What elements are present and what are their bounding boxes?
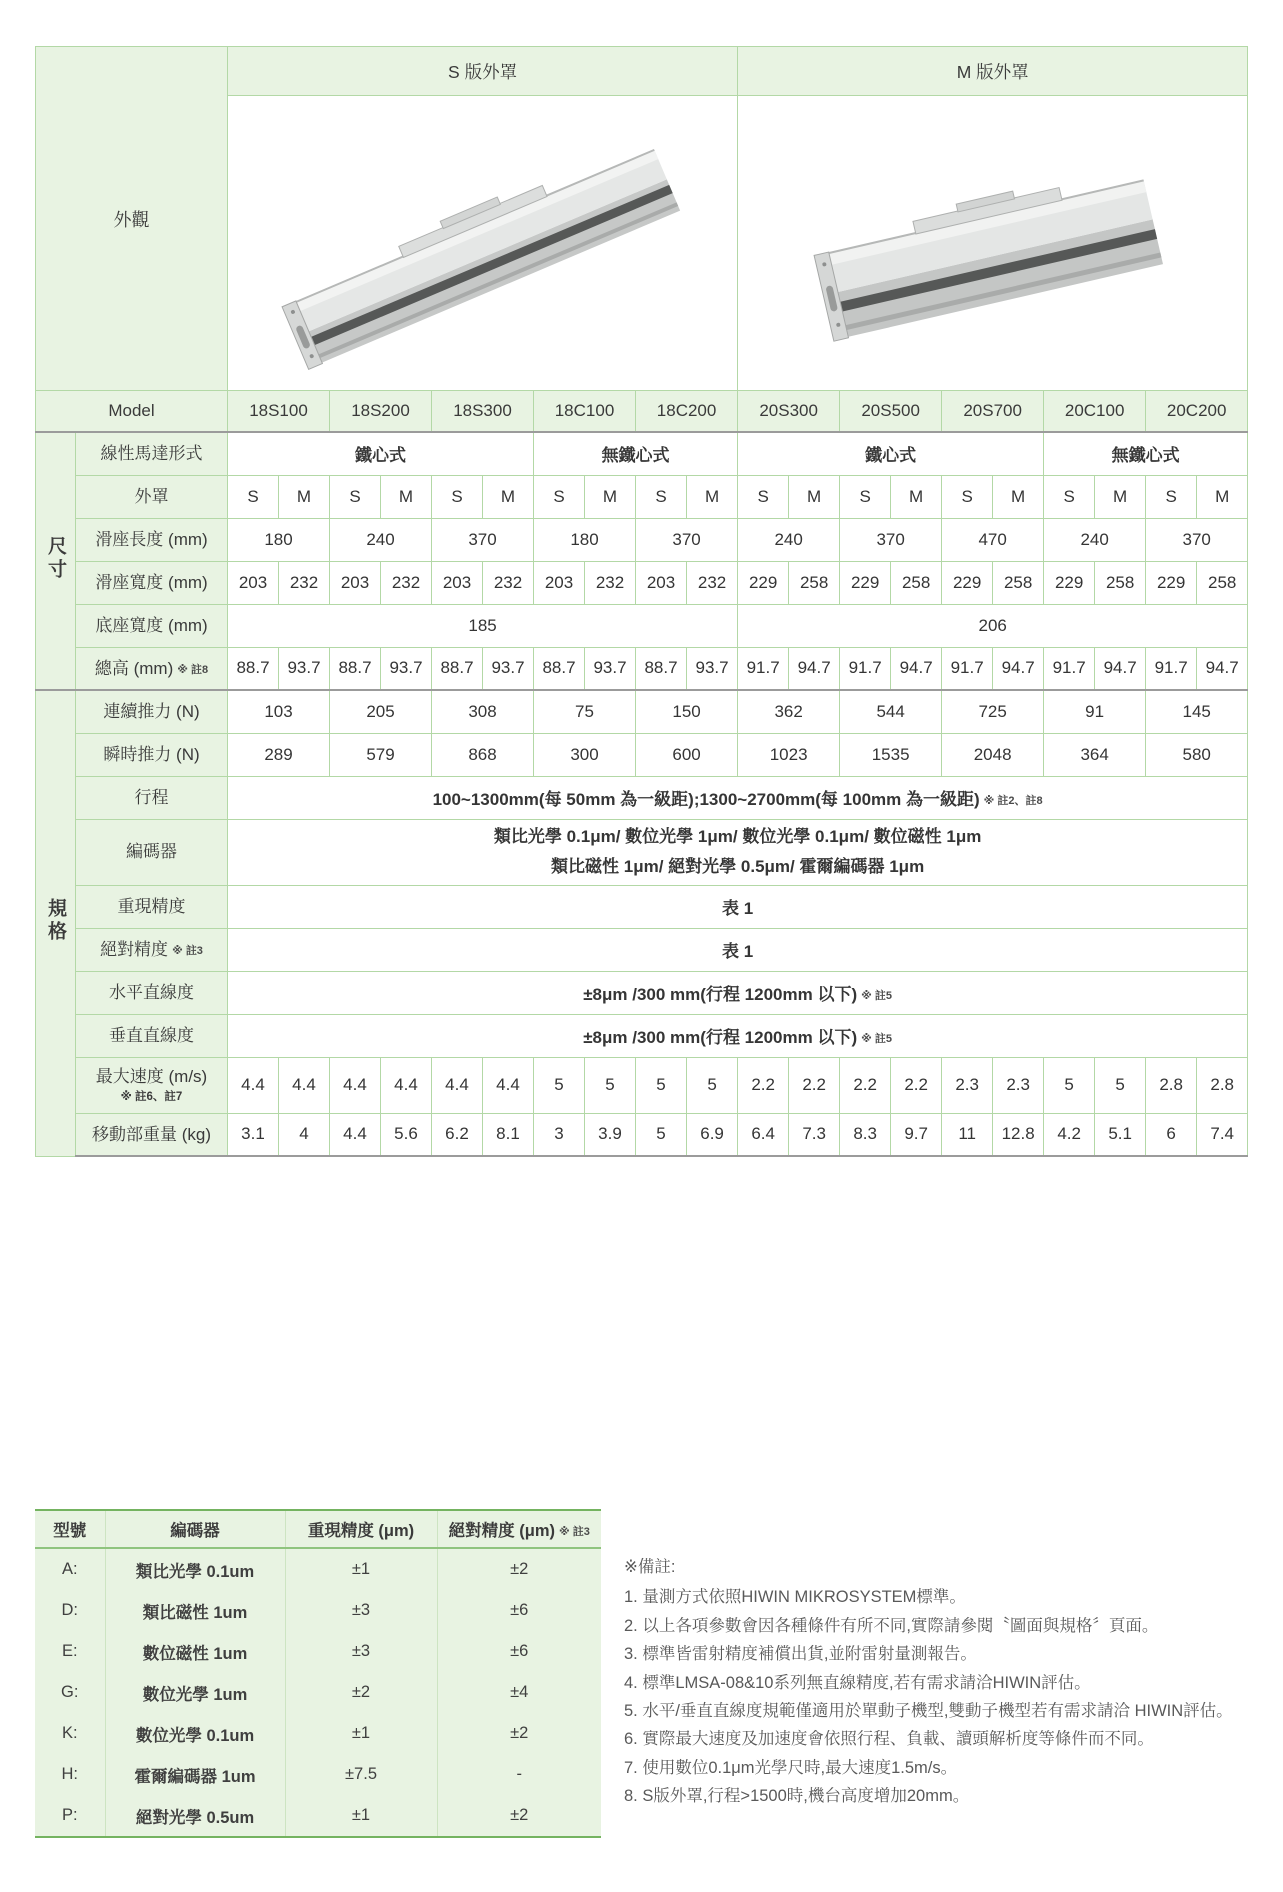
spec-cell: S xyxy=(330,475,381,518)
spec-row xyxy=(36,1014,1248,1057)
spec-cell-note: ※ 註2、註8 xyxy=(983,795,1043,807)
repeatability-value: ±1 xyxy=(285,1795,437,1837)
spec-cell: 4 xyxy=(279,1113,330,1156)
spec-cell: 232 xyxy=(483,561,534,604)
model-name: 18S300 xyxy=(432,391,534,433)
spec-cell: S xyxy=(738,475,789,518)
spec-cell: 表 1 xyxy=(228,928,1248,971)
spec-cell: 6.9 xyxy=(687,1113,738,1156)
spec-cell: 75 xyxy=(534,690,636,733)
encoder-header-note: ※ 註3 xyxy=(558,1526,590,1538)
absolute-accuracy-value: - xyxy=(437,1754,601,1795)
spec-cell: 5.1 xyxy=(1095,1113,1146,1156)
spec-cell: 5 xyxy=(534,1057,585,1113)
bottom-section xyxy=(35,1509,1248,1838)
spec-cell: 2.2 xyxy=(738,1057,789,1113)
spec-cell: S xyxy=(636,475,687,518)
row-label: 總高 (mm) ※ 註8 xyxy=(76,647,228,690)
spec-cell: 鐵心式 xyxy=(228,432,534,475)
spec-cell: 370 xyxy=(840,518,942,561)
spec-cell: 4.2 xyxy=(1044,1113,1095,1156)
spec-cell: 203 xyxy=(330,561,381,604)
spec-cell: S xyxy=(228,475,279,518)
spec-cell: 91.7 xyxy=(1146,647,1197,690)
spec-row xyxy=(36,928,1248,971)
spec-cell: 203 xyxy=(636,561,687,604)
encoder-table-row xyxy=(35,1754,601,1795)
spec-cell: 88.7 xyxy=(636,647,687,690)
spec-cell: 11 xyxy=(942,1113,993,1156)
note-item: 3. 標準皆雷射精度補償出貨,並附雷射量測報告。 xyxy=(624,1645,977,1664)
absolute-accuracy-value: ±2 xyxy=(437,1795,601,1837)
encoder-accuracy-table xyxy=(35,1509,601,1838)
spec-cell: 88.7 xyxy=(330,647,381,690)
note-item: 5. 水平/垂直直線度規範僅適用於單動子機型,雙動子機型若有需求請洽 HIWIN評估。 xyxy=(624,1701,1233,1720)
spec-cell: 91.7 xyxy=(840,647,891,690)
spec-row xyxy=(36,819,1248,885)
spec-cell: 203 xyxy=(534,561,585,604)
spec-cell: 12.8 xyxy=(993,1113,1044,1156)
note-item: 7. 使用數位0.1μm光學尺時,最大速度1.5m/s。 xyxy=(624,1758,958,1777)
model-name: 20S700 xyxy=(942,391,1044,433)
spec-cell: S xyxy=(1044,475,1095,518)
spec-cell: 8.3 xyxy=(840,1113,891,1156)
section-label xyxy=(36,690,76,1156)
row-label: 垂直直線度 xyxy=(76,1014,228,1057)
encoder-table-row xyxy=(35,1548,601,1590)
spec-row xyxy=(36,776,1248,819)
spec-cell: 93.7 xyxy=(687,647,738,690)
spec-cell: 9.7 xyxy=(891,1113,942,1156)
note-item: 6. 實際最大速度及加速度會依照行程、負載、讀頭解析度等條件而不同。 xyxy=(624,1730,1154,1749)
row-label: 滑座長度 (mm) xyxy=(76,518,228,561)
spec-cell: M xyxy=(789,475,840,518)
spec-cell: 93.7 xyxy=(381,647,432,690)
section-label xyxy=(36,432,76,690)
spec-cell: 4.4 xyxy=(432,1057,483,1113)
spec-cell: 94.7 xyxy=(891,647,942,690)
spec-cell: 5 xyxy=(636,1057,687,1113)
spec-cell: 240 xyxy=(330,518,432,561)
spec-cell: 258 xyxy=(993,561,1044,604)
spec-cell: 229 xyxy=(1146,561,1197,604)
spec-cell: 3.9 xyxy=(585,1113,636,1156)
spec-cell: 362 xyxy=(738,690,840,733)
note-item: 1. 量測方式依照HIWIN MIKROSYSTEM標準。 xyxy=(624,1588,966,1607)
note-item: 4. 標準LMSA-08&10系列無直線精度,若有需求請洽HIWIN評估。 xyxy=(624,1673,1091,1692)
row-label: 編碼器 xyxy=(76,819,228,885)
spec-cell: 580 xyxy=(1146,733,1248,776)
note-item: 2. 以上各項參數會因各種條件有所不同,實際請參閱〝圖面與規格〞頁面。 xyxy=(624,1616,1159,1635)
spec-cell: 91 xyxy=(1044,690,1146,733)
spec-row xyxy=(36,518,1248,561)
model-name: 20C100 xyxy=(1044,391,1146,433)
m-cover-product-image xyxy=(738,96,1248,391)
spec-cell: M xyxy=(687,475,738,518)
spec-cell: M xyxy=(1197,475,1248,518)
absolute-accuracy-value: ±6 xyxy=(437,1590,601,1631)
spec-cell: 258 xyxy=(1197,561,1248,604)
row-label: 連續推力 (N) xyxy=(76,690,228,733)
section-label-text: 尺寸 xyxy=(45,535,66,582)
spec-cell: 5.6 xyxy=(381,1113,432,1156)
spec-cell: 180 xyxy=(228,518,330,561)
spec-cell: M xyxy=(585,475,636,518)
spec-cell: 4.4 xyxy=(228,1057,279,1113)
spec-cell: 3.1 xyxy=(228,1113,279,1156)
notes-list xyxy=(624,1583,1248,1810)
spec-row xyxy=(36,1057,1248,1113)
spec-cell: 229 xyxy=(840,561,891,604)
spec-cell: 無鐵心式 xyxy=(1044,432,1248,475)
row-label: 底座寬度 (mm) xyxy=(76,604,228,647)
absolute-accuracy-value: ±6 xyxy=(437,1631,601,1672)
spec-cell: 5 xyxy=(1044,1057,1095,1113)
spec-row xyxy=(36,1113,1248,1156)
s-cover-header: S 版外罩 xyxy=(228,47,738,96)
repeatability-value: ±2 xyxy=(285,1672,437,1713)
row-label: 行程 xyxy=(76,776,228,819)
spec-cell: 94.7 xyxy=(789,647,840,690)
spec-cell: 7.3 xyxy=(789,1113,840,1156)
spec-cell: S xyxy=(534,475,585,518)
spec-cell: 229 xyxy=(738,561,789,604)
row-label: 水平直線度 xyxy=(76,971,228,1014)
spec-cell: 232 xyxy=(585,561,636,604)
spec-cell: 93.7 xyxy=(585,647,636,690)
model-name: 18C200 xyxy=(636,391,738,433)
spec-cell: 4.4 xyxy=(330,1057,381,1113)
model-name: 18S100 xyxy=(228,391,330,433)
spec-cell: 2.3 xyxy=(942,1057,993,1113)
spec-cell: 229 xyxy=(1044,561,1095,604)
spec-cell: 5 xyxy=(687,1057,738,1113)
encoder-type-code: E: xyxy=(35,1631,105,1672)
spec-cell: 6.2 xyxy=(432,1113,483,1156)
spec-cell: 2.2 xyxy=(789,1057,840,1113)
model-name: 20S300 xyxy=(738,391,840,433)
model-name: 20C200 xyxy=(1146,391,1248,433)
spec-cell: 8.1 xyxy=(483,1113,534,1156)
spec-cell: 185 xyxy=(228,604,738,647)
spec-row xyxy=(36,647,1248,690)
spec-cell: 2.8 xyxy=(1197,1057,1248,1113)
row-label-note: ※ 註6、註7 xyxy=(120,1090,183,1103)
cover-header-row xyxy=(36,47,1248,96)
spec-cell: 100~1300mm(每 50mm 為一級距);1300~2700mm(每 100mm 為一級距) ※ 註2、註8 xyxy=(228,776,1248,819)
absolute-accuracy-value: ±2 xyxy=(437,1548,601,1590)
spec-cell: 91.7 xyxy=(738,647,789,690)
spec-cell: 203 xyxy=(432,561,483,604)
spec-cell: 7.4 xyxy=(1197,1113,1248,1156)
spec-cell: 232 xyxy=(279,561,330,604)
model-name: 18S200 xyxy=(330,391,432,433)
spec-cell: S xyxy=(840,475,891,518)
spec-cell: 240 xyxy=(738,518,840,561)
spec-cell-note: ※ 註5 xyxy=(861,990,892,1002)
spec-cell: 103 xyxy=(228,690,330,733)
spec-cell: M xyxy=(993,475,1044,518)
section-label-text: 規格 xyxy=(45,897,66,944)
repeatability-value: ±1 xyxy=(285,1713,437,1754)
spec-cell: 93.7 xyxy=(483,647,534,690)
spec-cell: 289 xyxy=(228,733,330,776)
spec-cell: 5 xyxy=(585,1057,636,1113)
spec-cell: 4.4 xyxy=(279,1057,330,1113)
model-row xyxy=(36,391,1248,433)
encoder-type-code: D: xyxy=(35,1590,105,1631)
spec-cell: 6 xyxy=(1146,1113,1197,1156)
spec-cell: 544 xyxy=(840,690,942,733)
spec-row xyxy=(36,432,1248,475)
spec-cell: 2.2 xyxy=(891,1057,942,1113)
encoder-name: 數位光學 0.1um xyxy=(105,1713,285,1754)
spec-cell: 2048 xyxy=(942,733,1044,776)
row-label: 最大速度 (m/s) ※ 註6、註7 xyxy=(76,1057,228,1113)
spec-cell: 470 xyxy=(942,518,1044,561)
encoder-table-row xyxy=(35,1631,601,1672)
spec-cell: M xyxy=(483,475,534,518)
row-label: 移動部重量 (kg) xyxy=(76,1113,228,1156)
spec-cell: 370 xyxy=(636,518,738,561)
spec-cell: 94.7 xyxy=(1095,647,1146,690)
absolute-accuracy-value: ±4 xyxy=(437,1672,601,1713)
spec-cell: 表 1 xyxy=(228,885,1248,928)
row-label-note: ※ 註8 xyxy=(177,663,209,676)
repeatability-value: ±3 xyxy=(285,1631,437,1672)
model-name: 20S500 xyxy=(840,391,942,433)
spec-cell: 232 xyxy=(381,561,432,604)
spec-cell: 4.4 xyxy=(483,1057,534,1113)
spec-row xyxy=(36,561,1248,604)
spec-cell: 91.7 xyxy=(1044,647,1095,690)
spec-cell: 5 xyxy=(1095,1057,1146,1113)
spec-cell-line: 類比磁性 1μm/ 絕對光學 0.5μm/ 霍爾編碼器 1μm xyxy=(551,857,925,876)
spec-cell: 93.7 xyxy=(279,647,330,690)
spec-cell: ±8μm /300 mm(行程 1200mm 以下) ※ 註5 xyxy=(228,971,1248,1014)
row-label: 重現精度 xyxy=(76,885,228,928)
spec-cell: 600 xyxy=(636,733,738,776)
spec-cell: 5 xyxy=(636,1113,687,1156)
spec-cell: 258 xyxy=(1095,561,1146,604)
row-label: 外罩 xyxy=(76,475,228,518)
encoder-name: 類比磁性 1um xyxy=(105,1590,285,1631)
encoder-name: 絕對光學 0.5um xyxy=(105,1795,285,1837)
spec-cell: 240 xyxy=(1044,518,1146,561)
spec-row xyxy=(36,733,1248,776)
encoder-name: 數位光學 1um xyxy=(105,1672,285,1713)
spec-cell: 6.4 xyxy=(738,1113,789,1156)
spec-row xyxy=(36,475,1248,518)
spec-cell: 206 xyxy=(738,604,1248,647)
encoder-name: 霍爾編碼器 1um xyxy=(105,1754,285,1795)
encoder-table-header: 型號 xyxy=(35,1510,105,1548)
spec-cell: ±8μm /300 mm(行程 1200mm 以下) ※ 註5 xyxy=(228,1014,1248,1057)
spec-cell: 258 xyxy=(891,561,942,604)
spec-cell: S xyxy=(432,475,483,518)
spec-row xyxy=(36,604,1248,647)
spec-cell: M xyxy=(279,475,330,518)
spec-cell: 232 xyxy=(687,561,738,604)
repeatability-value: ±3 xyxy=(285,1590,437,1631)
spec-cell: 鐵心式 xyxy=(738,432,1044,475)
spec-cell: 579 xyxy=(330,733,432,776)
spec-cell: 94.7 xyxy=(1197,647,1248,690)
row-label-note: ※ 註3 xyxy=(172,944,203,957)
row-label: 絕對精度 ※ 註3 xyxy=(76,928,228,971)
encoder-type-code: K: xyxy=(35,1713,105,1754)
spec-table xyxy=(35,46,1248,1157)
encoder-table-header: 重現精度 (μm) xyxy=(285,1510,437,1548)
spec-cell: 2.8 xyxy=(1146,1057,1197,1113)
s-cover-linear-stage-illustration xyxy=(233,98,733,388)
encoder-name: 類比光學 0.1um xyxy=(105,1548,285,1590)
spec-cell: S xyxy=(942,475,993,518)
encoder-table-header: 絕對精度 (μm) ※ 註3 xyxy=(437,1510,601,1548)
encoder-type-code: A: xyxy=(35,1548,105,1590)
encoder-table-row xyxy=(35,1713,601,1754)
spec-cell: 2.2 xyxy=(840,1057,891,1113)
spec-cell-line: 類比光學 0.1μm/ 數位光學 1μm/ 數位光學 0.1μm/ 數位磁性 1μm xyxy=(493,827,982,847)
spec-cell: 725 xyxy=(942,690,1044,733)
model-label: Model xyxy=(36,391,228,433)
notes-title: ※備註: xyxy=(624,1558,676,1576)
note-item: 8. S版外罩,行程>1500時,機台高度增加20mm。 xyxy=(624,1787,970,1805)
absolute-accuracy-value: ±2 xyxy=(437,1713,601,1754)
repeatability-value: ±7.5 xyxy=(285,1754,437,1795)
spec-cell: 300 xyxy=(534,733,636,776)
spec-cell: 1023 xyxy=(738,733,840,776)
notes-block xyxy=(624,1553,1248,1810)
encoder-table-header: 編碼器 xyxy=(105,1510,285,1548)
encoder-type-code: G: xyxy=(35,1672,105,1713)
encoder-table-header-row xyxy=(35,1510,601,1548)
spec-cell: 229 xyxy=(942,561,993,604)
spec-cell: 3 xyxy=(534,1113,585,1156)
spec-cell: 180 xyxy=(534,518,636,561)
repeatability-value: ±1 xyxy=(285,1548,437,1590)
spec-cell: 258 xyxy=(789,561,840,604)
spec-row xyxy=(36,971,1248,1014)
spec-cell: 308 xyxy=(432,690,534,733)
spec-cell: 370 xyxy=(432,518,534,561)
encoder-type-code: P: xyxy=(35,1795,105,1837)
spec-row xyxy=(36,885,1248,928)
spec-cell: 868 xyxy=(432,733,534,776)
spec-cell: M xyxy=(1095,475,1146,518)
row-label: 瞬時推力 (N) xyxy=(76,733,228,776)
spec-cell: 91.7 xyxy=(942,647,993,690)
spec-cell: 88.7 xyxy=(228,647,279,690)
spec-cell: 88.7 xyxy=(432,647,483,690)
spec-cell: 370 xyxy=(1146,518,1248,561)
spec-cell: 150 xyxy=(636,690,738,733)
spec-cell: S xyxy=(1146,475,1197,518)
encoder-name: 數位磁性 1um xyxy=(105,1631,285,1672)
spec-cell: 4.4 xyxy=(330,1113,381,1156)
spec-cell xyxy=(228,819,1248,885)
encoder-table-row xyxy=(35,1795,601,1837)
spec-cell: 88.7 xyxy=(534,647,585,690)
s-cover-product-image xyxy=(228,96,738,391)
model-name: 18C100 xyxy=(534,391,636,433)
spec-cell: M xyxy=(381,475,432,518)
appearance-label: 外觀 xyxy=(36,47,228,391)
encoder-type-code: H: xyxy=(35,1754,105,1795)
m-cover-header: M 版外罩 xyxy=(738,47,1248,96)
spec-cell: 2.3 xyxy=(993,1057,1044,1113)
m-cover-linear-stage-illustration xyxy=(743,98,1243,388)
spec-cell: 203 xyxy=(228,561,279,604)
encoder-table-row xyxy=(35,1590,601,1631)
encoder-table-row xyxy=(35,1672,601,1713)
spec-cell-note: ※ 註5 xyxy=(861,1033,892,1045)
spec-row xyxy=(36,690,1248,733)
spec-cell: 205 xyxy=(330,690,432,733)
spec-cell: 4.4 xyxy=(381,1057,432,1113)
spec-cell: 145 xyxy=(1146,690,1248,733)
spec-cell: M xyxy=(891,475,942,518)
spec-cell: 無鐵心式 xyxy=(534,432,738,475)
row-label: 線性馬達形式 xyxy=(76,432,228,475)
spec-cell: 94.7 xyxy=(993,647,1044,690)
spec-cell: 1535 xyxy=(840,733,942,776)
row-label: 滑座寬度 (mm) xyxy=(76,561,228,604)
spec-cell: 364 xyxy=(1044,733,1146,776)
